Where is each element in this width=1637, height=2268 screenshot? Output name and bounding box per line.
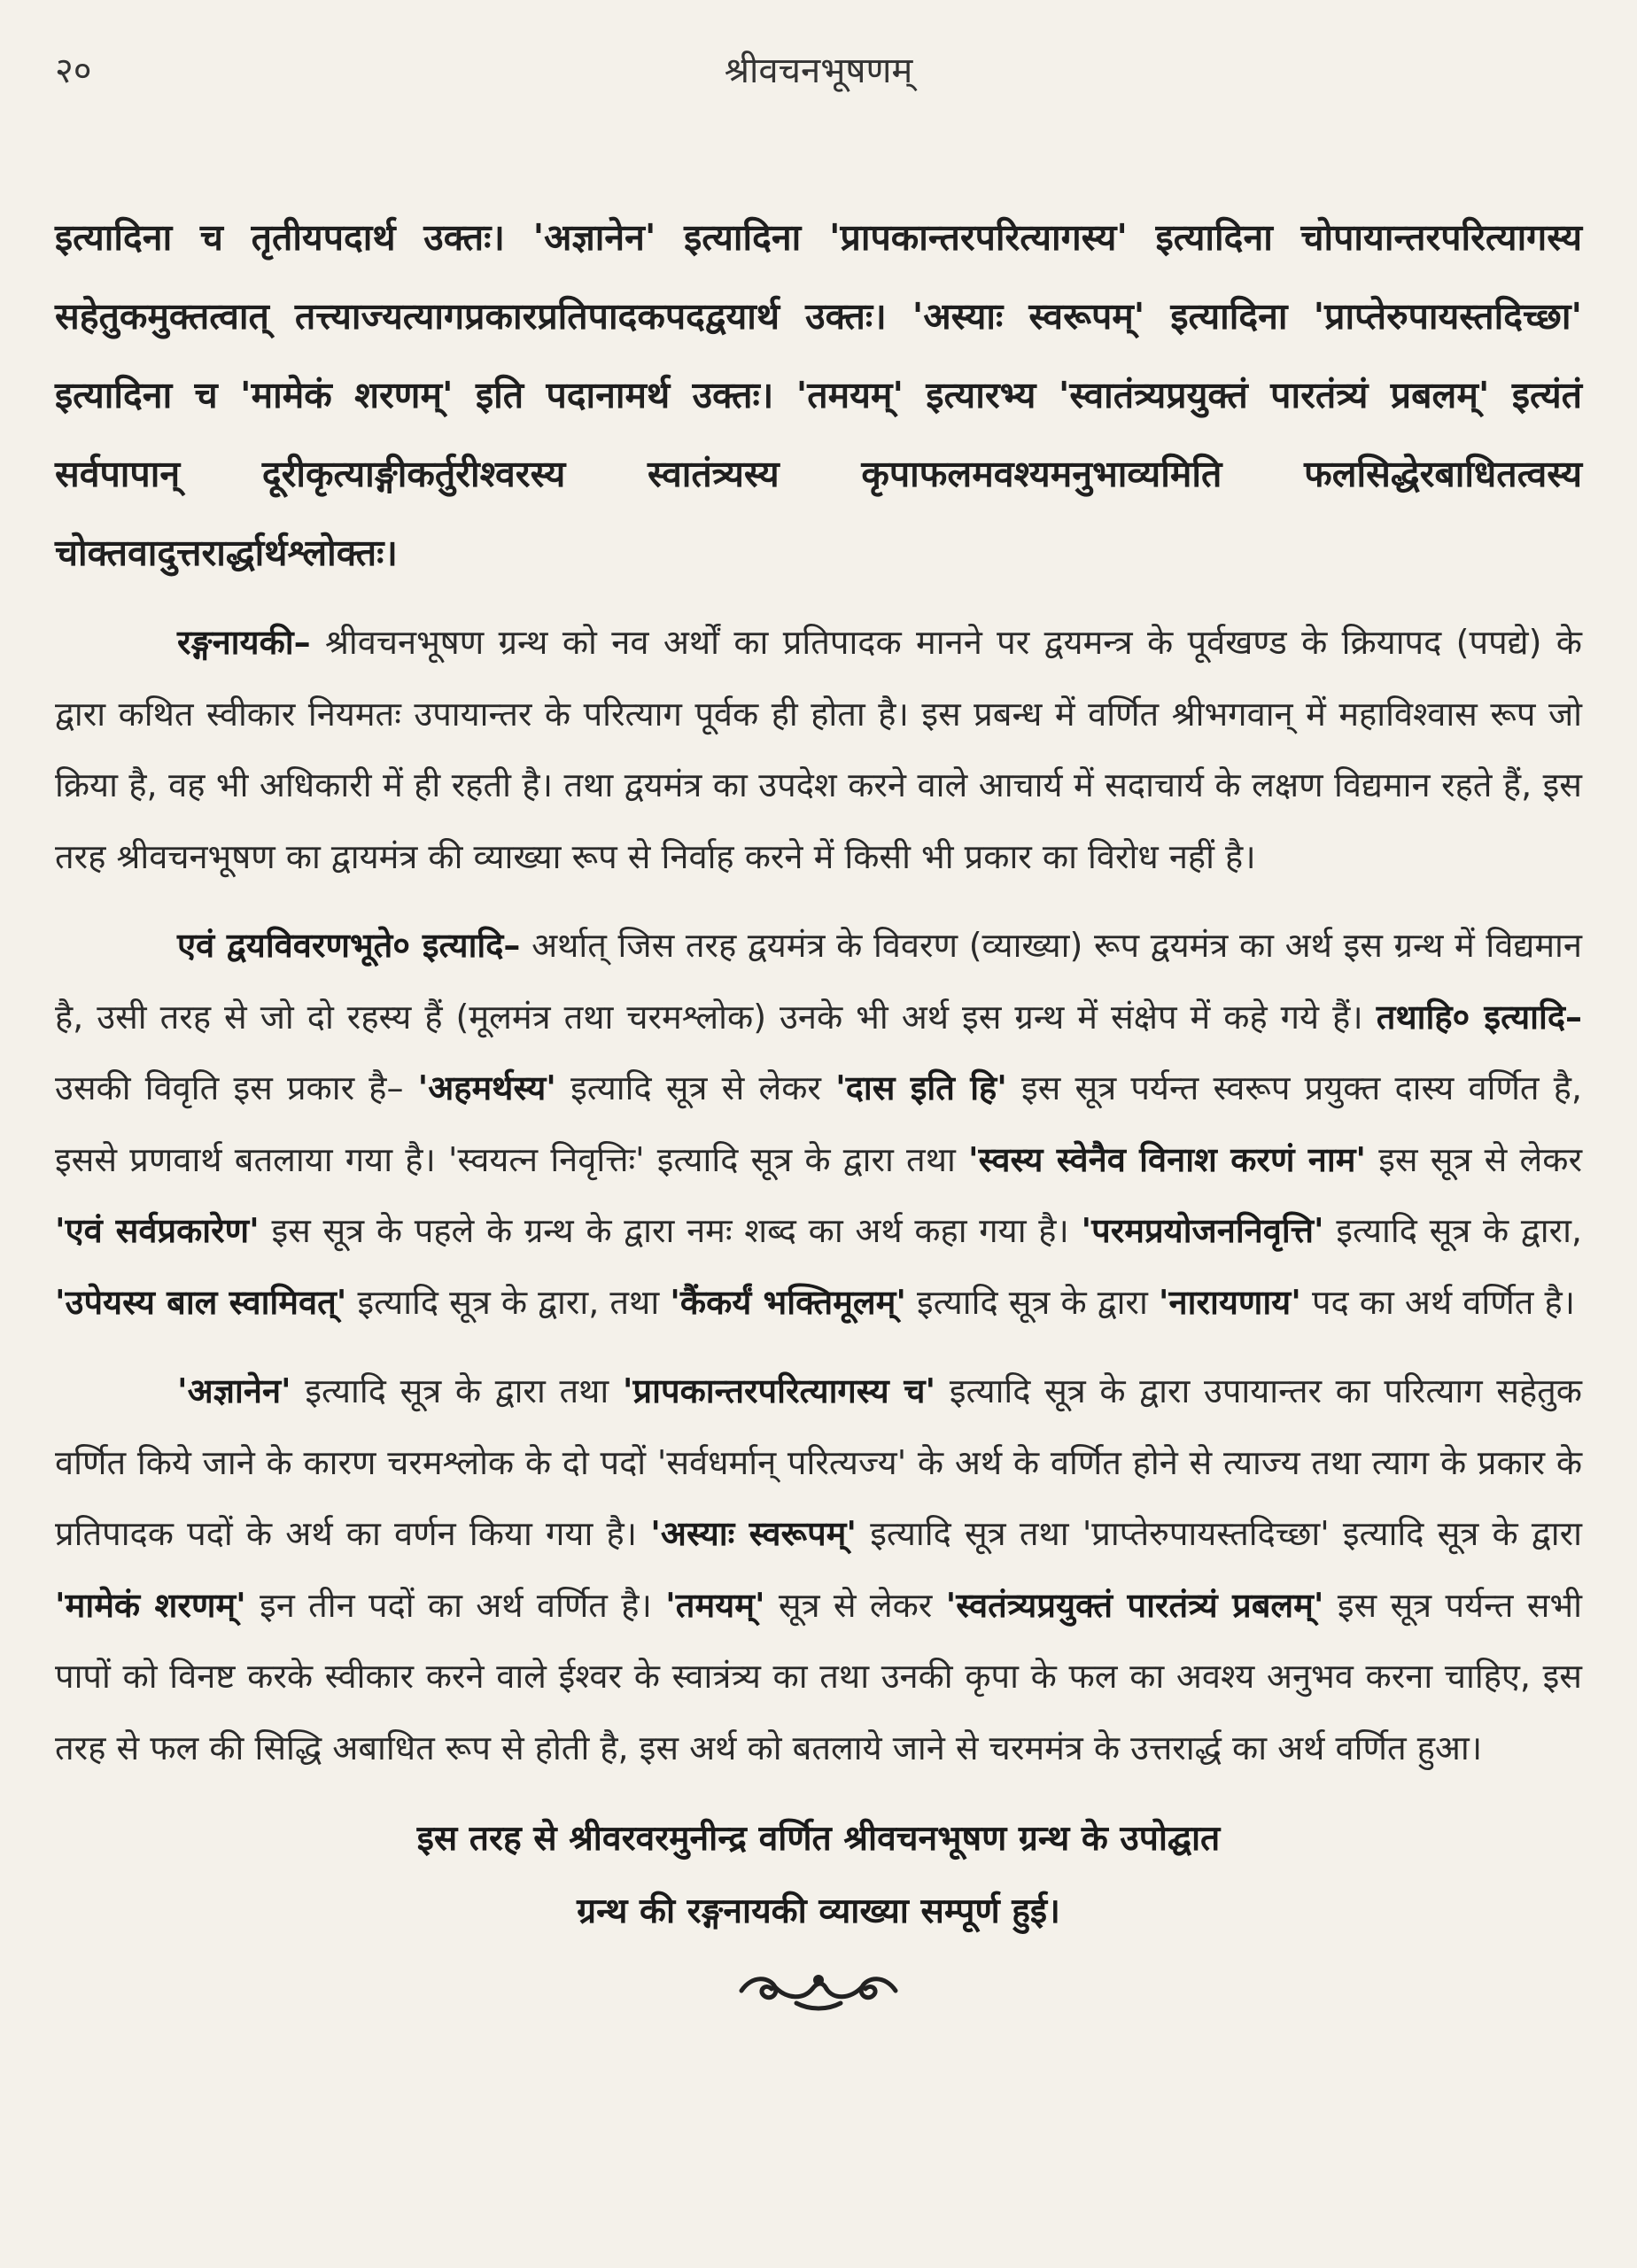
- bold-phrase: 'अस्याः स्वरूपम्': [650, 1514, 857, 1553]
- paragraph-text: इत्यादि सूत्र के द्वारा,: [1323, 1211, 1583, 1250]
- running-title: श्रीवचनभूषणम्: [724, 50, 913, 91]
- bold-phrase: 'दास इति हि': [835, 1068, 1007, 1107]
- paragraph-text: इत्यादि सूत्र के द्वारा तथा: [291, 1371, 623, 1410]
- bold-phrase: 'मामेकं शरणम्': [55, 1585, 246, 1625]
- paragraph-text: इत्यादि सूत्र के द्वारा: [905, 1282, 1159, 1322]
- paragraph-text: इस सूत्र पर्यन्त सभी पापों को विनष्ट करके स्वीकार करने वाले ईश्वर के स्वात्रंत्र्य का तथा उनकी कृपा के फल का अवश्य अनुभव करना चाहिए, इस तरह से फल की सिद्धि अबाधित रूप से होती है, इस अर्थ को बतलाये जाने से चरममंत्र के उत्तरार्द्ध का अर्थ वर्णित हुआ।: [55, 1585, 1582, 1767]
- bold-phrase: 'उपेयस्य बाल स्वामिवत्': [55, 1282, 347, 1322]
- paragraph-text: इस सूत्र के पहले के ग्रन्थ के द्वारा नमः शब्द का अर्थ कहा गया है।: [259, 1211, 1082, 1250]
- bold-phrase: 'एवं सर्वप्रकारेण': [55, 1211, 260, 1250]
- paragraph-text: इत्यादि सूत्र के द्वारा उपायान्तर का परित्याग सहेतुक वर्णित किये जाने के कारण चरमश्लोक के दो पदों 'सर्वधर्मान् परित्यज्य' के अर्थ के वर्णित होने से त्याज्य तथा त्याग के प्रकार के प्रतिपादक पदों के अर्थ का वर्णन किया गया है।: [55, 1371, 1582, 1553]
- bold-phrase: 'स्वस्य स्वेनैव विनाश करणं नाम': [968, 1139, 1367, 1179]
- commentary-paragraph-3: [55, 1355, 1582, 1783]
- paragraph-text: इत्यादि सूत्र के द्वारा, तथा: [346, 1282, 671, 1322]
- paragraph-text: सूत्र से लेकर: [764, 1585, 946, 1625]
- paragraph-text: इस सूत्र पर्यन्त स्वरूप प्रयुक्त दास्य वर्णित है, इससे प्रणवार्थ बतलाया गया है। 'स्वयत्न निवृत्तिः' इत्यादि सूत्र के द्वारा तथा: [55, 1068, 1582, 1179]
- paragraph-text: इत्यादि सूत्र तथा 'प्राप्तेरुपायस्तदिच्छा' इत्यादि सूत्र के द्वारा: [857, 1514, 1582, 1553]
- bold-phrase: एवं द्वयविवरणभूते० इत्यादि–: [177, 926, 521, 965]
- paragraph-text: पद का अर्थ वर्णित है।: [1300, 1282, 1576, 1322]
- bold-phrase: 'नारायणाय': [1158, 1282, 1301, 1322]
- scroll-flourish-icon: [55, 1964, 1582, 2017]
- bold-phrase: 'तमयम्': [665, 1585, 765, 1625]
- paragraph-text: इस सूत्र से लेकर: [1366, 1139, 1582, 1179]
- bold-phrase: 'परमप्रयोजननिवृत्ति': [1081, 1211, 1324, 1250]
- paragraph-text: इत्यादि सूत्र से लेकर: [555, 1068, 836, 1107]
- closing-line-2: ग्रन्थ की रङ्गनायकी व्याख्या सम्पूर्ण हुई।: [577, 1891, 1060, 1931]
- bold-phrase: 'अज्ञानेन': [177, 1371, 291, 1410]
- paragraph-text: इन तीन पदों का अर्थ वर्णित है।: [245, 1585, 666, 1625]
- closing-statement: [55, 1803, 1582, 1948]
- commentary-paragraph-2: [55, 910, 1582, 1338]
- bold-phrase: तथाहि० इत्यादि–: [1376, 997, 1582, 1037]
- paragraph-text: अर्थात् जिस तरह द्वयमंत्र के विवरण (व्याख्या) रूप द्वयमंत्र का अर्थ इस ग्रन्थ में विद्यमान है, उसी तरह से जो दो रहस्य हैं (मूलमंत्र तथा चरमश्लोक) उनके भी अर्थ इस ग्रन्थ में संक्षेप में कहे गये हैं।: [55, 926, 1582, 1037]
- paragraph-text: श्रीवचनभूषण ग्रन्थ को नव अर्थों का प्रतिपादक मानने पर द्वयमन्त्र के पूर्वखण्ड के क्रियापद (पपद्ये) के द्वारा कथित स्वीकार नियमतः उपायान्तर के परित्याग पूर्वक ही होता है। इस प्रबन्ध में वर्णित श्रीभगवान् में महाविश्वास रूप जो क्रिया है, वह भी अधिकारी में ही रहती है। तथा द्वयमंत्र का उपदेश करने वाले आचार्य में सदाचार्य के लक्षण विद्यमान रहते हैं, इस तरह श्रीवचनभूषण का द्वायमंत्र की व्याख्या रूप से निर्वाह करने में किसी भी प्रकार का विरोध नहीं है।: [55, 623, 1582, 876]
- bold-phrase: 'स्वतंत्र्यप्रयुक्तं पारतंत्र्यं प्रबलम्': [945, 1585, 1324, 1625]
- commentary-paragraph-1: [55, 607, 1582, 892]
- commentary-lead: रङ्गनायकी–: [177, 623, 311, 662]
- bold-phrase: 'प्रापकान्तरपरित्यागस्य च': [622, 1371, 936, 1410]
- bold-phrase: 'कैंकर्यं भक्तिमूलम्': [670, 1282, 906, 1322]
- page-number: २०: [55, 50, 92, 91]
- bold-phrase: 'अहमर्थस्य': [417, 1068, 556, 1107]
- sanskrit-passage: इत्यादिना च तृतीयपदार्थ उक्तः। 'अज्ञानेन' इत्यादिना 'प्रापकान्तरपरित्यागस्य' इत्यादिना चोपायान्तरपरित्यागस्य सहेतुकमुक्तत्वात् तत्त्याज्यत्यागप्रकारप्रतिपादकपदद्वयार्थ उक्तः। 'अस्याः स्वरूपम्' इत्यादिना 'प्राप्तेरुपायस्तदिच्छा' इत्यादिना च 'मामेकं शरणम्' इति पदानामर्थ उक्तः। 'तमयम्' इत्यारभ्य 'स्वातंत्र्यप्रयुक्तं पारतंत्र्यं प्रबलम्' इत्यंतं सर्वपापान् दूरीकृत्याङ्गीकर्तुरीश्वरस्य स्वातंत्र्यस्य कृपाफलमवश्यमनुभाव्यमिति फलसिद्धेरबाधितत्वस्य चोक्तवादुत्तरार्द्धार्थश्लोक्तः।: [55, 216, 1582, 574]
- paragraph-text: उसकी विवृति इस प्रकार है–: [55, 1068, 418, 1107]
- closing-line-1: इस तरह से श्रीवरवरमुनीन्द्र वर्णित श्रीवचनभूषण ग्रन्थ के उपोद्घात: [416, 1819, 1221, 1859]
- page-header: [55, 44, 1582, 106]
